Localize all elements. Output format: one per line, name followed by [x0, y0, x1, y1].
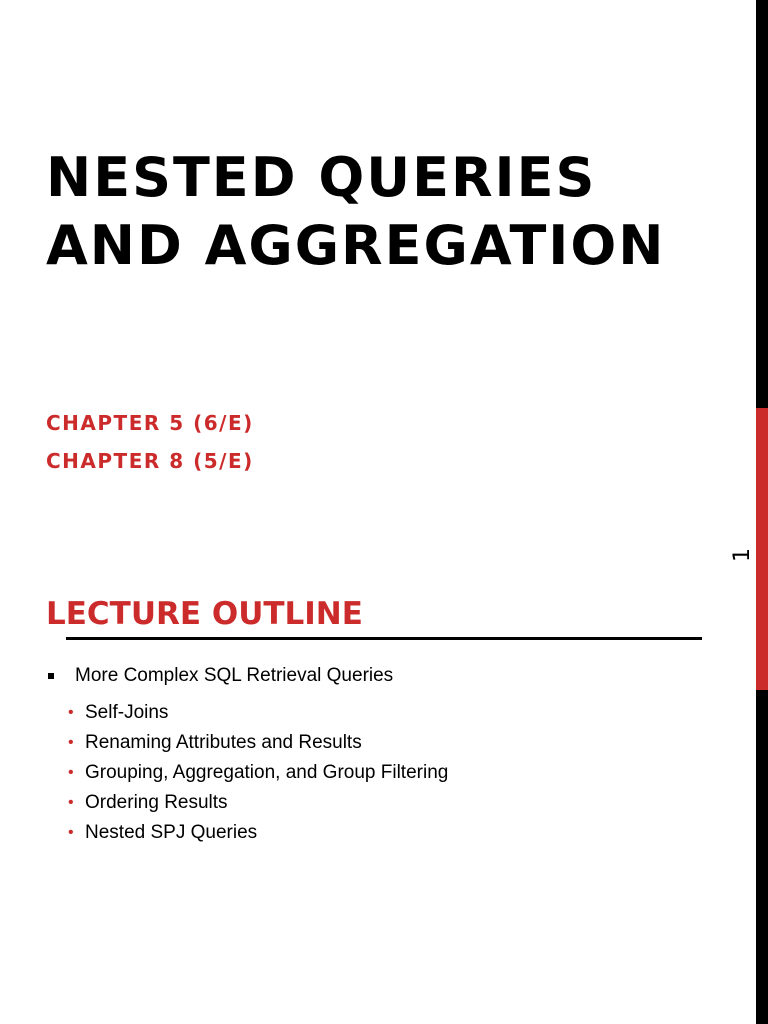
outline-sub-item: [46, 788, 736, 818]
slide-title-line-2: AND AGGREGATION: [46, 214, 666, 277]
outline-sub-item: [46, 758, 736, 788]
outline-divider: [66, 637, 702, 640]
bullet-dot-icon: •: [68, 794, 74, 811]
bullet-dot-icon: •: [68, 734, 74, 751]
chapter-reference-5e: CHAPTER 8 (5/E): [46, 449, 254, 473]
slide-number: 1: [730, 548, 755, 562]
outline-sub-item-label: Ordering Results: [85, 792, 228, 813]
square-bullet-icon: [48, 673, 54, 679]
bullet-dot-icon: •: [68, 704, 74, 721]
outline-item: [46, 662, 736, 848]
bullet-dot-icon: •: [68, 764, 74, 781]
outline-sub-item-label: Nested SPJ Queries: [85, 822, 258, 843]
outline-sub-item-label: Self-Joins: [85, 702, 169, 723]
slide-title: [46, 144, 736, 280]
outline-sub-item: [46, 728, 736, 758]
outline-list: [46, 662, 736, 848]
outline-heading: LECTURE OUTLINE: [46, 596, 363, 632]
slide-title-line-1: NESTED QUERIES: [46, 146, 597, 209]
outline-sub-item-label: Grouping, Aggregation, and Group Filtering: [85, 762, 449, 783]
chapter-references: [46, 404, 254, 480]
outline-sub-item-label: Renaming Attributes and Results: [85, 732, 362, 753]
outline-sub-item: [46, 818, 736, 848]
chapter-reference-6e: CHAPTER 5 (6/E): [46, 411, 254, 435]
outline-sub-list: [68, 698, 736, 848]
outline-sub-item: [46, 698, 736, 728]
bullet-dot-icon: •: [68, 824, 74, 841]
outline-item-label: More Complex SQL Retrieval Queries: [75, 665, 394, 686]
